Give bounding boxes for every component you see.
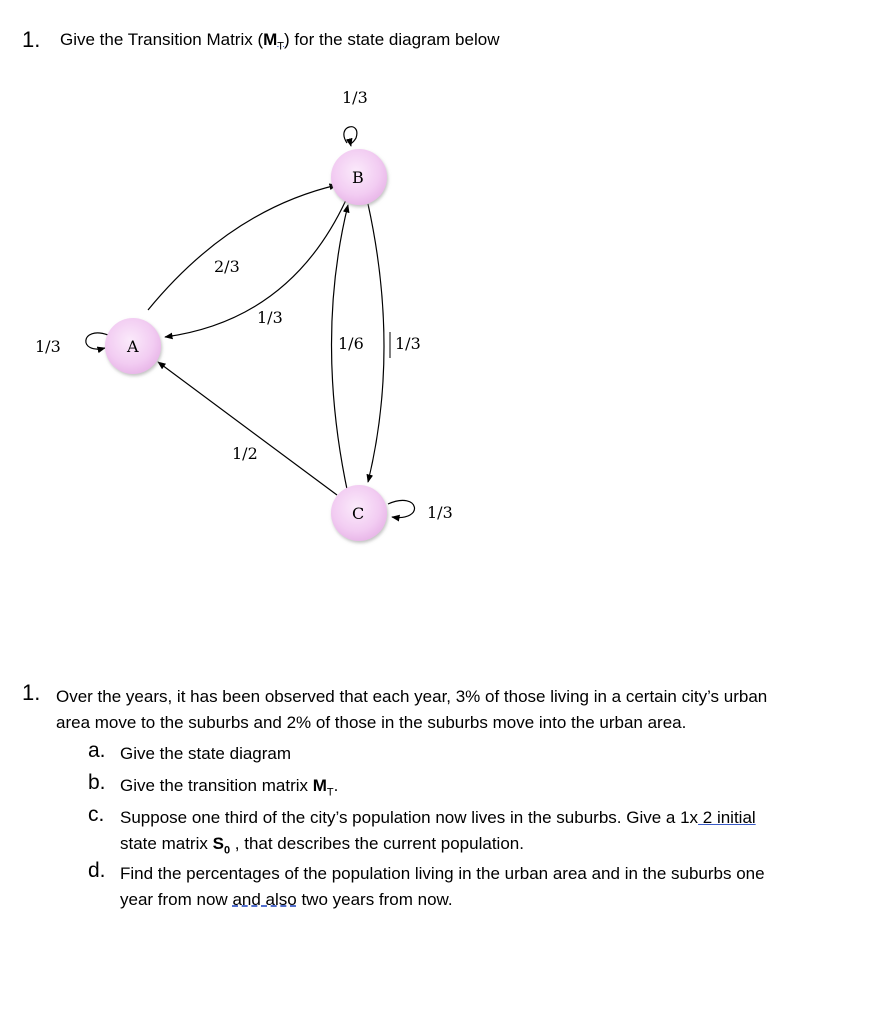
state-diagram [0,70,885,550]
question-1-matrix-sub: T [277,40,285,53]
edge-b-to-c [368,204,384,482]
label-a-to-b: 2/3 [214,257,240,276]
question-1-number: 1. [22,27,41,52]
item-b-text-after: . [333,776,339,795]
item-c-underlined: 2 initial [698,808,756,827]
item-d-line-1: Find the percentages of the population living in the urban area and in the suburbs one [120,864,765,883]
item-b-text [120,773,820,805]
label-a-loop: 1/3 [35,337,61,356]
label-c-to-b: 1/6 [338,334,364,353]
item-c-sub: 0 [223,844,231,857]
question-1-text-after: ) for the state diagram below [284,30,500,49]
item-b-text-before: Give the transition matrix [120,776,313,795]
item-c-letter: c. [88,803,105,826]
item-b-bold: M [312,776,327,795]
edge-c-to-a [158,362,337,495]
question-2-text [56,684,767,736]
question-1-text-before: Give the Transition Matrix ( [60,30,264,49]
item-c-text [120,805,820,863]
label-b-to-c: 1/3 [395,334,421,353]
item-d-line-2-after: two years from now. [296,890,453,909]
item-b-letter: b. [88,771,106,794]
item-b-sub: T [326,786,334,799]
item-d-dotted: and also [232,890,297,909]
label-b-loop: 1/3 [342,88,368,107]
item-c-line-2-before: state matrix [120,834,213,853]
item-d-letter: d. [88,859,106,882]
item-d-line-2-before: year from now [120,890,233,909]
item-a-letter: a. [88,739,106,762]
edge-a-to-b [148,185,337,310]
node-b-label: B [352,168,364,187]
item-d-text [120,861,820,913]
item-a-text: Give the state diagram [120,744,292,763]
node-a-label: A [127,337,139,356]
loop-b [344,127,357,146]
item-c-line-1: Suppose one third of the city’s population now lives in the suburbs. Give a 1x [120,808,699,827]
loop-a [86,333,108,349]
question-1-text [60,30,499,52]
loop-c [388,500,414,517]
question-2-line-2: area move to the suburbs and 2% of those in the suburbs move into the urban area. [56,713,687,732]
question-1-matrix-bold: M [263,30,278,49]
question-2-number: 1. [22,680,41,705]
question-2-line-1: Over the years, it has been observed that each year, 3% of those living in a certain city’s urban [56,687,768,706]
node-c-label: C [352,504,365,523]
item-c-line-2-after: , that describes the current population. [230,834,524,853]
edge-b-to-a [165,200,346,337]
label-c-to-a: 1/2 [232,444,258,463]
label-c-loop: 1/3 [427,503,453,522]
label-b-to-a: 1/3 [257,308,283,327]
item-c-bold: S [212,834,224,853]
